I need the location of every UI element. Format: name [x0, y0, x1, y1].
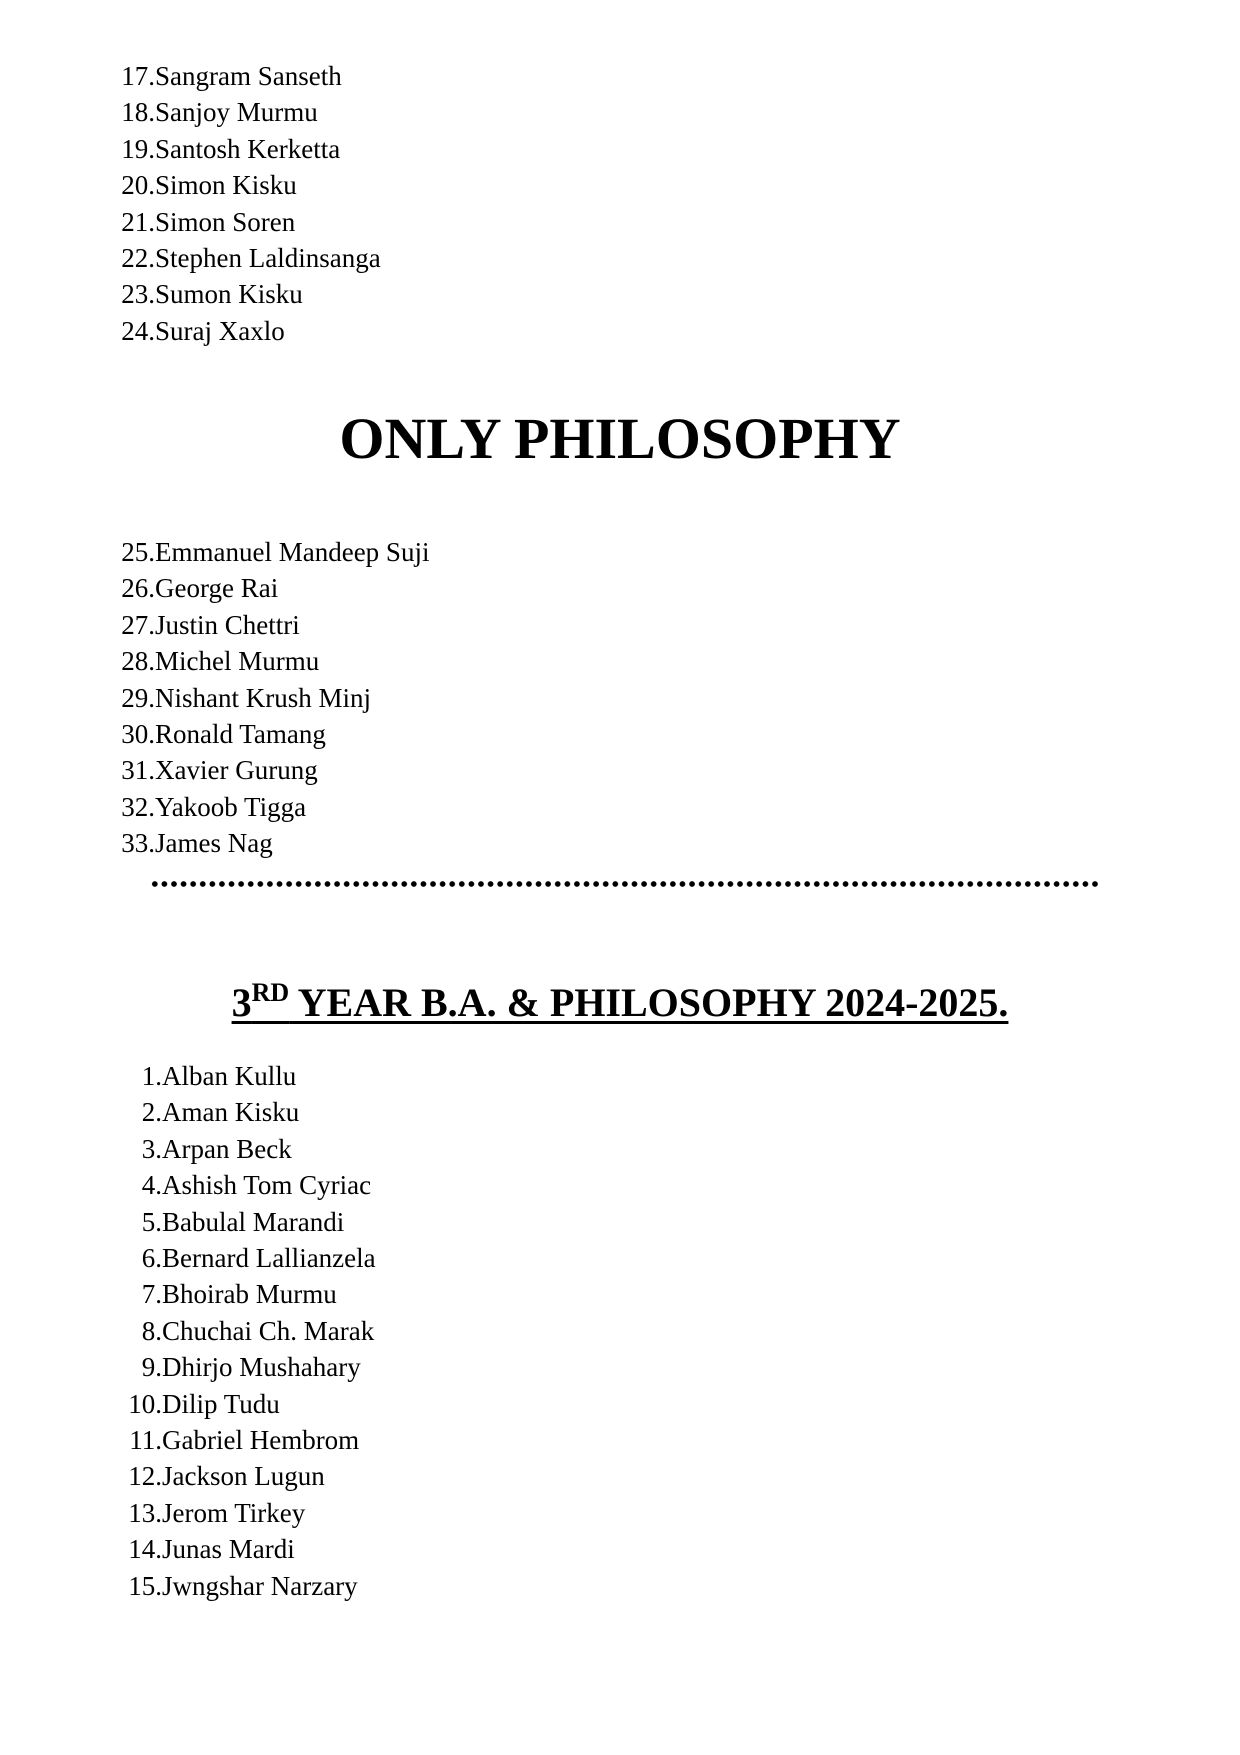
list-item: [117, 680, 429, 716]
list-item-name: Gabriel Hembrom: [162, 1425, 360, 1456]
list-item-number: 17.: [121, 61, 155, 91]
list-item: [117, 716, 429, 752]
list-item-name: Suraj Xaxlo: [155, 315, 285, 346]
list-item-name: Bhoirab Murmu: [162, 1279, 337, 1310]
list-item-number: 32.: [121, 791, 155, 822]
list-item-name: Sangram Sanseth: [155, 61, 342, 91]
list-item: [124, 1495, 376, 1531]
list-item-number: 15.: [128, 1570, 162, 1601]
list-item-number: 13.: [128, 1497, 162, 1528]
list-item-name: Nishant Krush Minj: [155, 682, 371, 713]
list-item-name: Chuchai Ch. Marak: [162, 1315, 375, 1346]
list-item: [117, 131, 381, 167]
list-item: [117, 643, 429, 679]
list-item-name: Junas Mardi: [162, 1534, 295, 1565]
list-item-name: Xavier Gurung: [155, 755, 318, 786]
list-item: [117, 825, 429, 861]
list-item: [117, 570, 429, 606]
list-item-number: 5.: [141, 1206, 162, 1237]
list-item-number: 7.: [141, 1279, 162, 1310]
list-item-name: Alban Kullu: [162, 1061, 297, 1091]
list-item: [124, 1276, 376, 1312]
only-philosophy-list: [117, 534, 429, 862]
list-item-number: 12.: [128, 1461, 162, 1492]
list-item-name: Sanjoy Murmu: [155, 97, 318, 128]
list-item: [124, 1167, 376, 1203]
list-item-number: 30.: [121, 719, 155, 750]
list-item: [124, 1058, 376, 1094]
list-item-name: Emmanuel Mandeep Suji: [155, 537, 430, 567]
list-item: [124, 1131, 376, 1167]
list-item-number: 29.: [121, 682, 155, 713]
list-item-name: Jerom Tirkey: [162, 1497, 306, 1528]
list-item-number: 10.: [128, 1388, 162, 1419]
list-item: [124, 1568, 376, 1604]
list-item-name: Babulal Marandi: [162, 1206, 345, 1237]
list-item-number: 3.: [141, 1133, 162, 1164]
list-item-name: James Nag: [155, 828, 273, 859]
third-year-heading-rest: YEAR B.A. & PHILOSOPHY 2024-2025.: [289, 980, 1009, 1025]
list-item-name: Sumon Kisku: [155, 279, 303, 310]
list-item-name: Justin Chettri: [155, 609, 300, 640]
list-item: [117, 752, 429, 788]
list-item-number: 33.: [121, 828, 155, 859]
list-item-name: Dilip Tudu: [162, 1388, 280, 1419]
list-item-number: 20.: [121, 170, 155, 201]
list-item-name: Yakoob Tigga: [155, 791, 307, 822]
third-year-heading: [0, 978, 1240, 1028]
list-item-number: 21.: [121, 206, 155, 237]
list-item-name: Ronald Tamang: [155, 719, 326, 750]
list-item-number: 31.: [121, 755, 155, 786]
list-item-name: Bernard Lallianzela: [162, 1243, 376, 1274]
list-item-name: Jwngshar Narzary: [162, 1570, 358, 1601]
list-item-number: 28.: [121, 646, 155, 677]
list-item-number: 25.: [121, 537, 155, 567]
list-item: [124, 1531, 376, 1567]
list-item: [124, 1094, 376, 1130]
list-item-name: Arpan Beck: [162, 1133, 292, 1164]
list-item-number: 8.: [141, 1315, 162, 1346]
list-item-name: Simon Kisku: [155, 170, 297, 201]
list-item-number: 11.: [129, 1425, 162, 1456]
list-item-number: 2.: [141, 1097, 162, 1128]
list-item-number: 14.: [128, 1534, 162, 1565]
list-item: [117, 276, 381, 312]
list-item: [117, 94, 381, 130]
third-year-list: [124, 1058, 376, 1604]
dotted-separator: [150, 880, 1098, 888]
list-item-number: 9.: [141, 1352, 162, 1383]
list-item-name: Michel Murmu: [155, 646, 320, 677]
only-philosophy-heading: ONLY PHILOSOPHY: [339, 406, 901, 471]
list-item: [124, 1386, 376, 1422]
list-item-number: 18.: [121, 97, 155, 128]
list-item-number: 23.: [121, 279, 155, 310]
list-item-name: Jackson Lugun: [162, 1461, 325, 1492]
list-item-name: Stephen Laldinsanga: [155, 243, 381, 274]
list-item-number: 27.: [121, 609, 155, 640]
student-list-continued: [117, 58, 381, 349]
list-item-number: 24.: [121, 315, 155, 346]
list-item-number: 4.: [141, 1170, 162, 1201]
list-item: [124, 1240, 376, 1276]
list-item-name: Santosh Kerketta: [155, 133, 341, 164]
list-item: [124, 1204, 376, 1240]
list-item-number: 6.: [141, 1243, 162, 1274]
list-item-number: 19.: [121, 133, 155, 164]
third-year-heading-superscript: RD: [251, 978, 290, 1007]
list-item-number: 22.: [121, 243, 155, 274]
list-item: [117, 240, 381, 276]
list-item-number: 26.: [121, 573, 155, 604]
list-item: [124, 1313, 376, 1349]
list-item: [117, 204, 381, 240]
list-item: [124, 1422, 376, 1458]
list-item-name: Aman Kisku: [162, 1097, 300, 1128]
list-item: [124, 1458, 376, 1494]
list-item: [117, 58, 381, 94]
list-item: [117, 534, 429, 570]
list-item-name: Simon Soren: [155, 206, 296, 237]
list-item-name: George Rai: [155, 573, 279, 604]
list-item-name: Dhirjo Mushahary: [162, 1352, 361, 1383]
list-item: [117, 607, 429, 643]
list-item: [124, 1349, 376, 1385]
third-year-heading-prefix: 3: [231, 980, 252, 1025]
list-item-name: Ashish Tom Cyriac: [162, 1170, 372, 1201]
list-item-number: 1.: [141, 1061, 162, 1091]
list-item: [117, 167, 381, 203]
list-item: [117, 313, 381, 349]
list-item: [117, 789, 429, 825]
